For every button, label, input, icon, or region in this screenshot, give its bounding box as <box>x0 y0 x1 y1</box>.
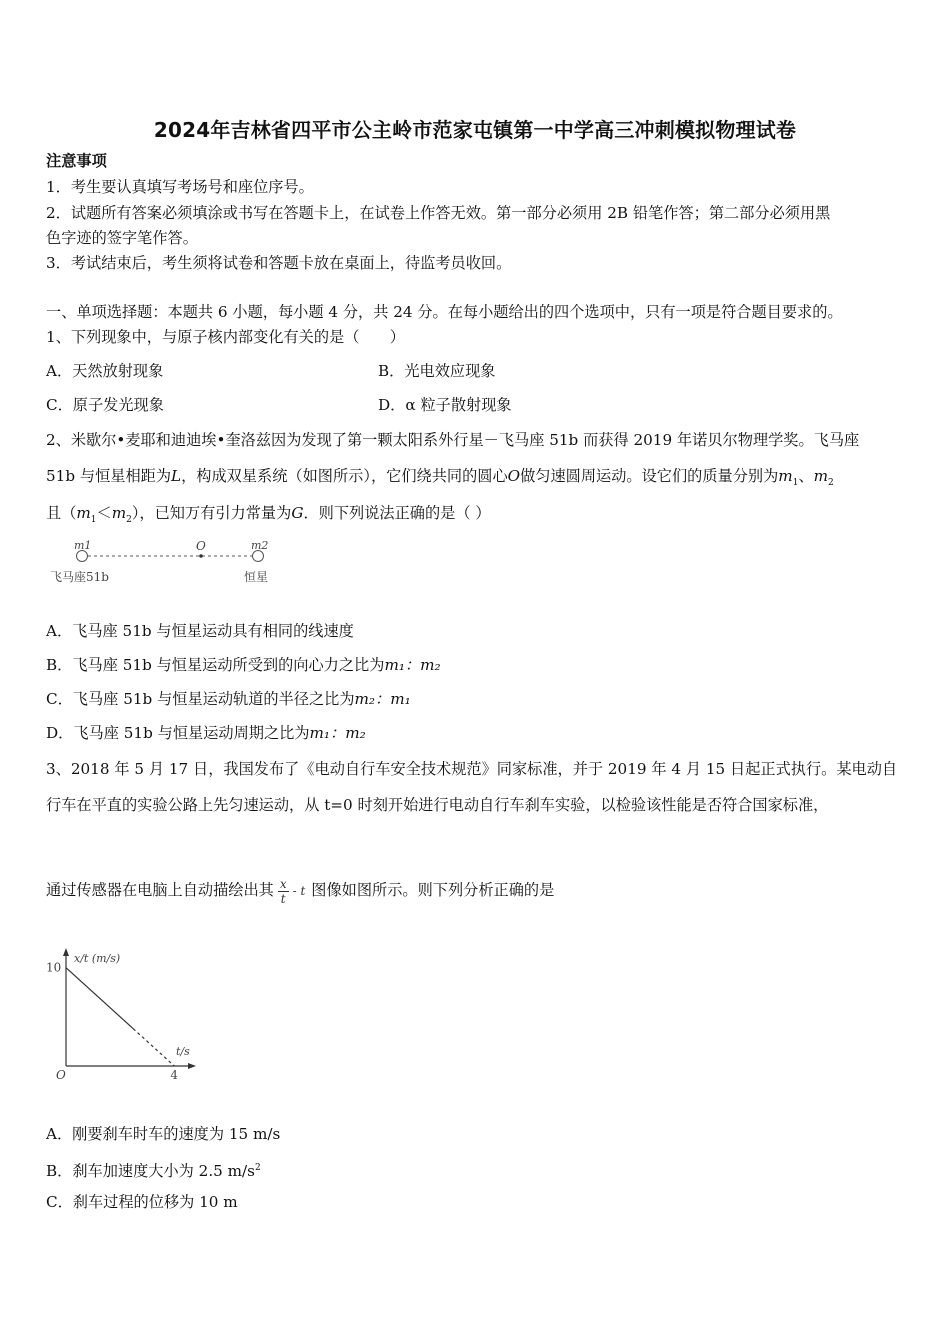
var-m2: m <box>111 504 127 522</box>
series-line-solid <box>66 968 133 1029</box>
q1-option-d: D．α 粒子散射现象 <box>378 396 512 414</box>
y-axis-arrow <box>63 948 69 956</box>
q2-option-b <box>46 655 441 675</box>
m2-label: m2 <box>251 539 269 552</box>
q2-text: 做匀速圆周运动。设它们的质量分别为 <box>520 467 779 485</box>
sub-2: 2 <box>126 515 132 526</box>
notice-item-2: 2．试题所有答案必须填涂或书写在答题卡上，在试卷上作答无效。第一部分必须用 2B 铅笔作答；第二部分必须用黑 <box>46 204 831 222</box>
option-c-text: C．飞马座 51b 与恒星运动轨道的半径之比为 <box>46 690 355 708</box>
section-heading: 一、单项选择题：本题共 6 小题，每小题 4 分，共 24 分。在每小题给出的四个选项中，只有一项是符合题目要求的。 <box>46 303 843 321</box>
option-b-sup: 2 <box>254 1163 261 1173</box>
page-title: 2024年吉林省四平市公主岭市范家屯镇第一中学高三冲刺模拟物理试卷 <box>153 118 797 142</box>
star-circle <box>253 551 264 562</box>
m1-label: m1 <box>74 539 92 552</box>
origin-label: O <box>56 1068 66 1082</box>
frac-num: x <box>279 876 287 891</box>
q2-line-2 <box>46 466 834 493</box>
x-tick-label: 4 <box>170 1068 178 1082</box>
sub-2: 2 <box>828 478 834 489</box>
sep: 、 <box>798 467 814 485</box>
option-c-ratio: m₂：m₁ <box>354 690 411 708</box>
q1-option-b: B．光电效应现象 <box>378 362 496 380</box>
planet-label: 飞马座51b <box>50 570 109 584</box>
series-line-dashed <box>133 1029 174 1066</box>
q2-option-d <box>46 723 366 743</box>
q1-stem: 1、下列现象中，与原子核内部变化有关的是（ ） <box>46 328 405 346</box>
q2-text: ），已知万有引力常量为 <box>131 504 292 522</box>
var-l: L <box>171 467 182 485</box>
q3-line-1: 3、2018 年 5 月 17 日，我国发布了《电动自行车安全技术规范》同家标准，并于 2019 年 4 月 15 日起正式执行。某电动自 <box>46 760 898 778</box>
q2-option-a: A．飞马座 51b 与恒星运动具有相同的线速度 <box>46 622 354 640</box>
less-than: ＜ <box>96 504 112 522</box>
q3-text: 图像如图所示。则下列分析正确的是 <box>311 881 555 899</box>
q3-line-3 <box>46 862 554 919</box>
x-axis-label: t/s <box>176 1045 190 1058</box>
option-d-ratio: m₁：m₂ <box>309 724 366 742</box>
center-point <box>199 554 203 558</box>
q2-text: ，构成双星系统（如图所示），它们绕共同的圆心 <box>181 467 508 485</box>
o-label: O <box>196 539 206 553</box>
sub-1: 1 <box>792 478 799 489</box>
q3-text: 通过传感器在电脑上自动描绘出其 <box>46 881 274 899</box>
binary-star-diagram <box>44 536 294 586</box>
notice-item-1: 1．考生要认真填写考场号和座位序号。 <box>46 178 314 196</box>
star-label: 恒星 <box>244 570 269 584</box>
q2-option-c <box>46 689 411 709</box>
frac-den: t <box>280 891 286 906</box>
y-axis-label: x/t (m/s) <box>74 952 121 965</box>
q2-line-1: 2、米歇尔•麦耶和迪迪埃•奎洛兹因为发现了第一颗太阳系外行星－飞马座 51b 而获得 2019 年诺贝尔物理学奖。飞马座 <box>46 431 860 449</box>
q3-option-c: C．刹车过程的位移为 10 m <box>46 1193 238 1211</box>
notice-item-3: 3．考试结束后，考生须将试卷和答题卡放在桌面上，待监考员收回。 <box>46 254 512 272</box>
notice-heading: 注意事项 <box>46 152 107 170</box>
x-axis-arrow <box>188 1063 196 1069</box>
option-b-text: B．飞马座 51b 与恒星运动所受到的向心力之比为 <box>46 656 385 674</box>
q3-option-b <box>46 1158 261 1181</box>
q2-text: ．则下列说法正确的是（ ） <box>303 504 491 522</box>
q2-text: 且（ <box>46 504 77 522</box>
planet-circle <box>77 551 88 562</box>
xt-t-graph <box>40 940 210 1085</box>
var-g: G <box>291 504 304 522</box>
q3-option-a: A．刚要刹车时车的速度为 15 m/s <box>46 1125 281 1143</box>
var-m1: m <box>76 504 91 522</box>
q1-option-a: A．天然放射现象 <box>46 362 164 380</box>
option-d-text: D．飞马座 51b 与恒星运动周期之比为 <box>46 724 310 742</box>
var-o: O <box>507 467 521 485</box>
x-over-t-fraction <box>278 877 289 906</box>
option-b-ratio: m₁：m₂ <box>384 656 441 674</box>
y-tick-label: 10 <box>46 960 62 975</box>
var-m2: m <box>813 467 829 485</box>
option-b-text: B．刹车加速度大小为 2.5 m/s <box>46 1162 255 1181</box>
frac-tail: - t <box>292 884 306 898</box>
notice-item-2-cont: 色字迹的签字笔作答。 <box>46 229 198 247</box>
sub-1: 1 <box>90 515 97 526</box>
q1-option-c: C．原子发光现象 <box>46 396 164 414</box>
q2-text: 51b 与恒星相距为 <box>46 467 172 485</box>
q2-line-3 <box>46 503 491 530</box>
q3-line-2: 行车在平直的实验公路上先匀速运动，从 t=0 时刻开始进行电动自行车刹车实验，以检验该性能是否符合国家标准， <box>46 796 829 814</box>
var-m1: m <box>778 467 793 485</box>
